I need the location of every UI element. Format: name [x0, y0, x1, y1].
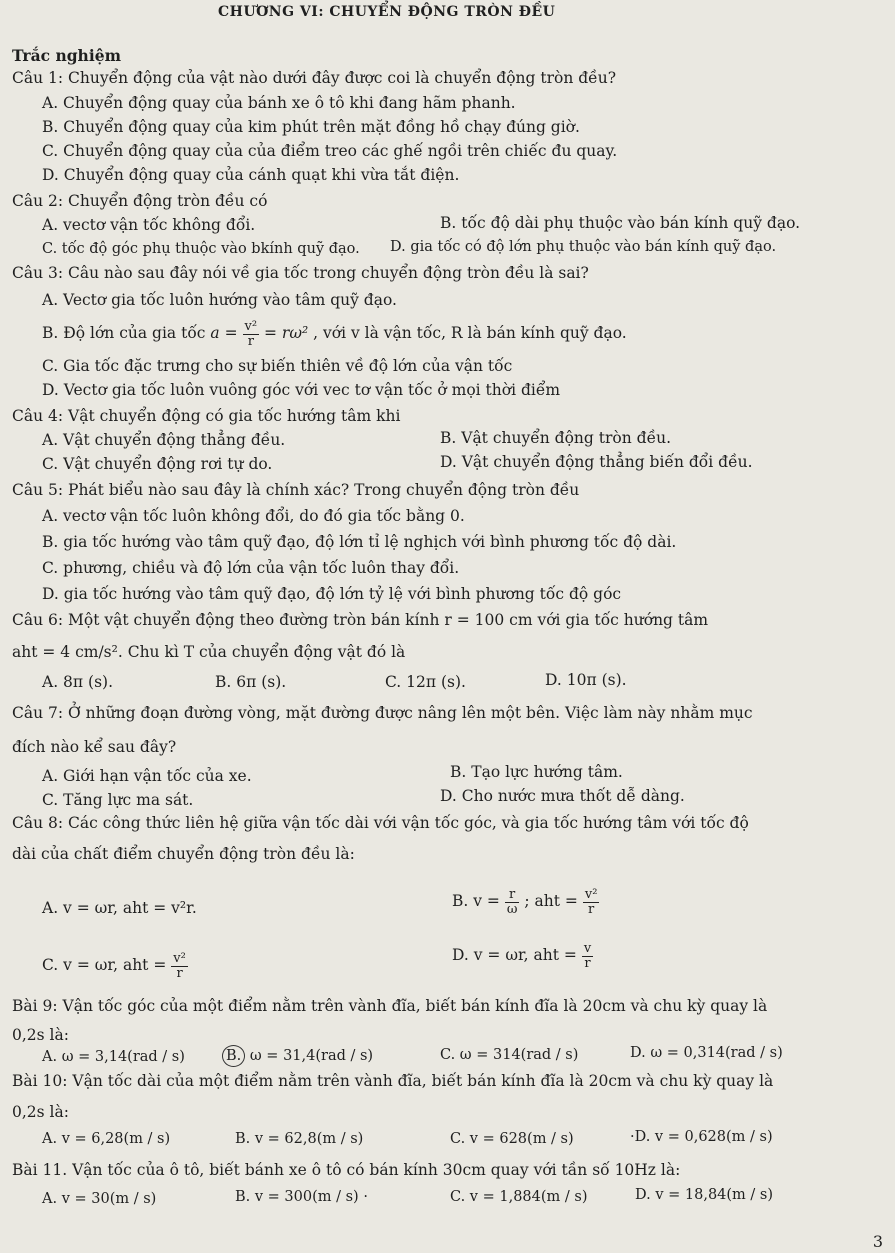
q4-option-d: D. Vật chuyển động thẳng biến đổi đều. [440, 453, 753, 471]
q6-stem: Câu 6: Một vật chuyển động theo đường tròn bán kính r = 100 cm với gia tốc hướng tâm [12, 611, 709, 629]
q10-option-c: C. v = 628(m / s) [450, 1131, 574, 1147]
q5-option-d: D. gia tốc hướng vào tâm quỹ đạo, độ lớn tỷ lệ với bình phương tốc độ góc [42, 585, 622, 603]
q4-option-b: B. Vật chuyển động tròn đều. [440, 429, 672, 447]
q5-option-c: C. phương, chiều và độ lớn của vận tốc luôn thay đổi. [42, 559, 460, 577]
q2-stem: Câu 2: Chuyển động tròn đều có [12, 192, 268, 210]
q7-option-c: C. Tăng lực ma sát. [42, 791, 194, 809]
section-heading: Trắc nghiệm [12, 46, 121, 65]
q9-stem-continued: 0,2s là: [12, 1026, 69, 1044]
q6-stem-continued: aht = 4 cm/s². Chu kì T của chuyển động vật đó là [12, 643, 406, 661]
q2-option-d: D. gia tốc có độ lớn phụ thuộc vào bán kính quỹ đạo. [390, 239, 777, 255]
q4-option-c: C. Vật chuyển động rơi tự do. [42, 455, 273, 473]
q5-option-b: B. gia tốc hướng vào tâm quỹ đạo, độ lớn tỉ lệ nghịch với bình phương tốc độ dài. [42, 533, 677, 551]
q8-stem-continued: dài của chất điểm chuyển động tròn đều là: [12, 845, 355, 863]
q8-option-a: A. v = ωr, aht = v²r. [42, 899, 197, 917]
q10-stem: Bài 10: Vận tốc dài của một điểm nằm trên vành đĩa, biết bán kính đĩa là 20cm và chu kỳ quay là [12, 1072, 774, 1090]
q8-option-d: D. v = ωr, aht = $\frac{v}{r}$ [452, 940, 592, 971]
q1-stem: Câu 1: Chuyển động của vật nào dưới đây được coi là chuyển động tròn đều? [12, 69, 617, 87]
q11-stem: Bài 11. Vận tốc của ô tô, biết bánh xe ô tô có bán kính 30cm quay với tần số 10Hz là: [12, 1161, 681, 1179]
q10-option-d: ·D. v = 0,628(m / s) [630, 1129, 773, 1145]
q9-option-c: C. ω = 314(rad / s) [440, 1047, 579, 1063]
q2-option-a: A. vectơ vận tốc không đổi. [42, 216, 256, 234]
q3-option-c: C. Gia tốc đặc trưng cho sự biến thiên về độ lớn của vận tốc [42, 357, 513, 375]
q11-option-a: A. v = 30(m / s) [42, 1191, 157, 1207]
q3-option-a: A. Vectơ gia tốc luôn hướng vào tâm quỹ đạo. [42, 291, 397, 309]
q3-fraction: $\frac{\text{v²}}{r}$ [244, 318, 258, 349]
q10-stem-continued: 0,2s là: [12, 1103, 69, 1121]
selected-answer-circle: B. [222, 1045, 245, 1067]
q7-stem: Câu 7: Ở những đoạn đường vòng, mặt đường được nâng lên một bên. Việc làm này nhằm mục [12, 704, 753, 722]
q8-stem: Câu 8: Các công thức liên hệ giữa vận tốc dài với vận tốc góc, và gia tốc hướng tâm với tốc độ [12, 814, 749, 832]
q2-option-b: B. tốc độ dài phụ thuộc vào bán kính quỹ đạo. [440, 214, 801, 232]
q10-option-b: B. v = 62,8(m / s) [235, 1131, 364, 1147]
q7-option-a: A. Giới hạn vận tốc của xe. [42, 767, 252, 785]
q9-option-d: D. ω = 0,314(rad / s) [630, 1045, 783, 1061]
q3-option-b: B. Độ lớn của gia tốc a = $\frac{\text{v²}}{r}$ = rω² , với v là vận tốc, R là bán kính quỹ đạo. [42, 318, 627, 349]
q9-stem: Bài 9: Vận tốc góc của một điểm nằm trên vành đĩa, biết bán kính đĩa là 20cm và chu kỳ quay là [12, 997, 768, 1015]
q8-option-c: C. v = ωr, aht = $\frac{\text{v²}}{r}$ [42, 950, 186, 981]
q1-option-b: B. Chuyển động quay của kim phút trên mặt đồng hồ chạy đúng giờ. [42, 118, 580, 136]
q1-option-a: A. Chuyển động quay của bánh xe ô tô khi đang hãm phanh. [42, 94, 516, 112]
q7-stem-continued: đích nào kể sau đây? [12, 738, 177, 756]
q6-option-d: D. 10π (s). [545, 671, 627, 689]
page-number: 3 [872, 1232, 883, 1251]
q7-option-d: D. Cho nước mưa thốt dễ dàng. [440, 787, 685, 805]
q5-stem: Câu 5: Phát biểu nào sau đây là chính xác? Trong chuyển động tròn đều [12, 481, 580, 499]
q2-option-c: C. tốc độ góc phụ thuộc vào bkính quỹ đạo. [42, 241, 360, 257]
chapter-title: CHƯƠNG VI: CHUYỂN ĐỘNG TRÒN ĐỀU [218, 4, 556, 20]
q4-stem: Câu 4: Vật chuyển động có gia tốc hướng tâm khi [12, 407, 401, 425]
q8-option-b: B. v = $\frac{r}{\omega}$ ; aht = $\frac{\text{v²}}{r}$ [452, 886, 598, 917]
q4-option-a: A. Vật chuyển động thẳng đều. [42, 431, 286, 449]
q11-option-b: B. v = 300(m / s) · [235, 1189, 368, 1205]
q6-option-a: A. 8π (s). [42, 673, 113, 691]
q1-option-c: C. Chuyển động quay của của điểm treo các ghế ngồi trên chiếc đu quay. [42, 142, 618, 160]
q1-option-d: D. Chuyển động quay của cánh quạt khi vừa tắt điện. [42, 166, 460, 184]
q5-option-a: A. vectơ vận tốc luôn không đổi, do đó gia tốc bằng 0. [42, 507, 465, 525]
q10-option-a: A. v = 6,28(m / s) [42, 1131, 171, 1147]
q7-option-b: B. Tạo lực hướng tâm. [450, 763, 623, 781]
q11-option-d: D. v = 18,84(m / s) [635, 1187, 774, 1203]
q9-option-b: B. ω = 31,4(rad / s) [222, 1045, 373, 1067]
q6-option-b: B. 6π (s). [215, 673, 287, 691]
q11-option-c: C. v = 1,884(m / s) [450, 1189, 588, 1205]
q3-stem: Câu 3: Câu nào sau đây nói về gia tốc trong chuyển động tròn đều là sai? [12, 264, 589, 282]
q3-option-d: D. Vectơ gia tốc luôn vuông góc với vec tơ vận tốc ở mọi thời điểm [42, 381, 561, 399]
q6-option-c: C. 12π (s). [385, 673, 466, 691]
q9-option-a: A. ω = 3,14(rad / s) [42, 1049, 185, 1065]
